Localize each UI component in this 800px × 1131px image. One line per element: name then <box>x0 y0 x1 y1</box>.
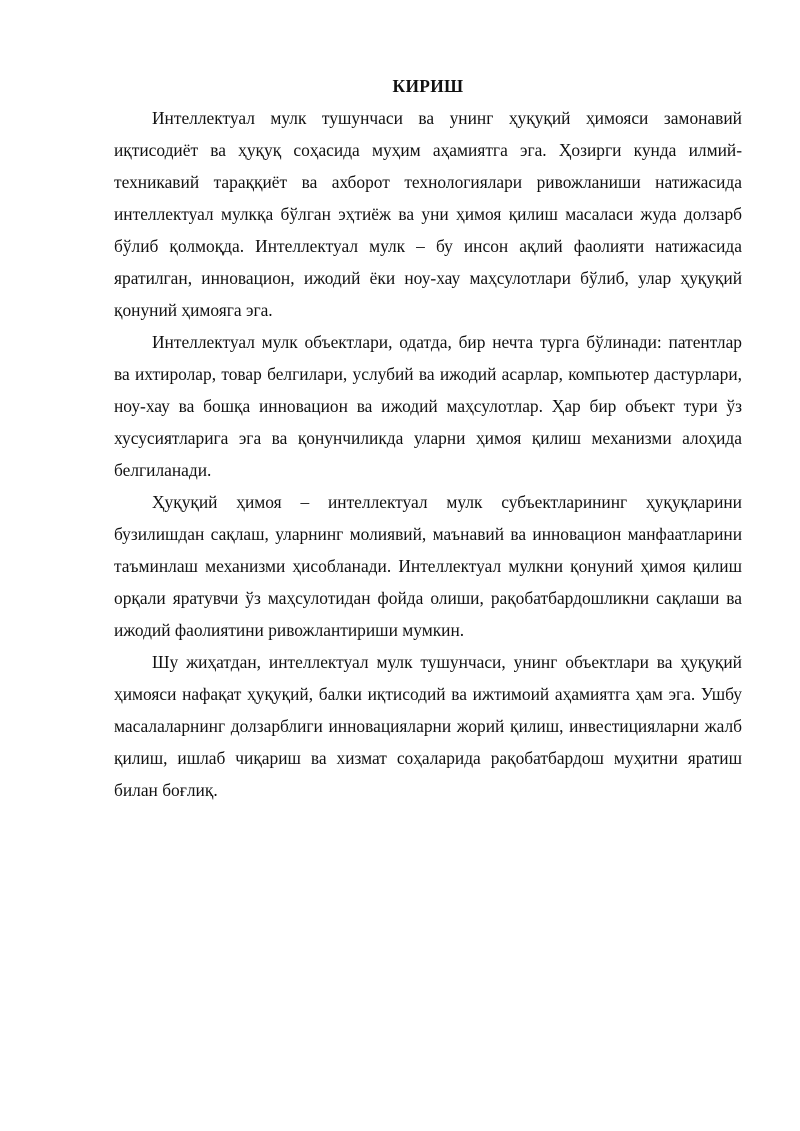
document-body <box>114 70 742 806</box>
section-title: КИРИШ <box>392 76 464 96</box>
paragraph-4: Шу жиҳатдан, интеллектуал мулк тушунчаси, унинг объектлари ва ҳуқуқий ҳимояси нафақат ҳуқуқий, балки иқтисодий ва ижтимоий аҳамиятга ҳам эга. Ушбу масалаларнинг долзарблиги инновацияларни жорий қилиш, инвестицияларни жалб қилиш, ишлаб чиқариш ва хизмат соҳаларида рақобатбардош муҳитни яратиш билан боғлиқ. <box>114 652 742 800</box>
paragraph-2: Интеллектуал мулк объектлари, одатда, бир нечта турга бўлинади: патентлар ва ихтиролар, товар белгилари, услубий ва ижодий асарлар, компьютер дастурлари, ноу-хау ва бошқа инновацион ва ижодий маҳсулотлар. Ҳар бир объект тури ўз хусусиятларига эга ва қонунчиликда уларни ҳимоя қилиш механизми алоҳида белгиланади. <box>114 332 742 480</box>
paragraph-1: Интеллектуал мулк тушунчаси ва унинг ҳуқуқий ҳимояси замонавий иқтисодиёт ва ҳуқуқ соҳасида муҳим аҳамиятга эга. Ҳозирги кунда илмий-техникавий тараққиёт ва ахборот технологиялари ривожланиши натижасида интеллектуал мулкқа бўлган эҳтиёж ва уни ҳимоя қилиш масаласи жуда долзарб бўлиб қолмоқда. Интеллектуал мулк – бу инсон ақлий фаолияти натижасида яратилган, инновацион, ижодий ёки ноу-хау маҳсулотлари бўлиб, улар ҳуқуқий қонуний ҳимояга эга. <box>114 108 742 320</box>
paragraph-3: Ҳуқуқий ҳимоя – интеллектуал мулк субъектларининг ҳуқуқларини бузилишдан сақлаш, уларнинг молиявий, маънавий ва инновацион манфаатларини таъминлаш механизми ҳисобланади. Интеллектуал мулкни қонуний ҳимоя қилиш орқали яратувчи ўз маҳсулотидан фойда олиши, рақобатбардошликни сақлаши ва ижодий фаолиятини ривожлантириши мумкин. <box>114 492 742 640</box>
